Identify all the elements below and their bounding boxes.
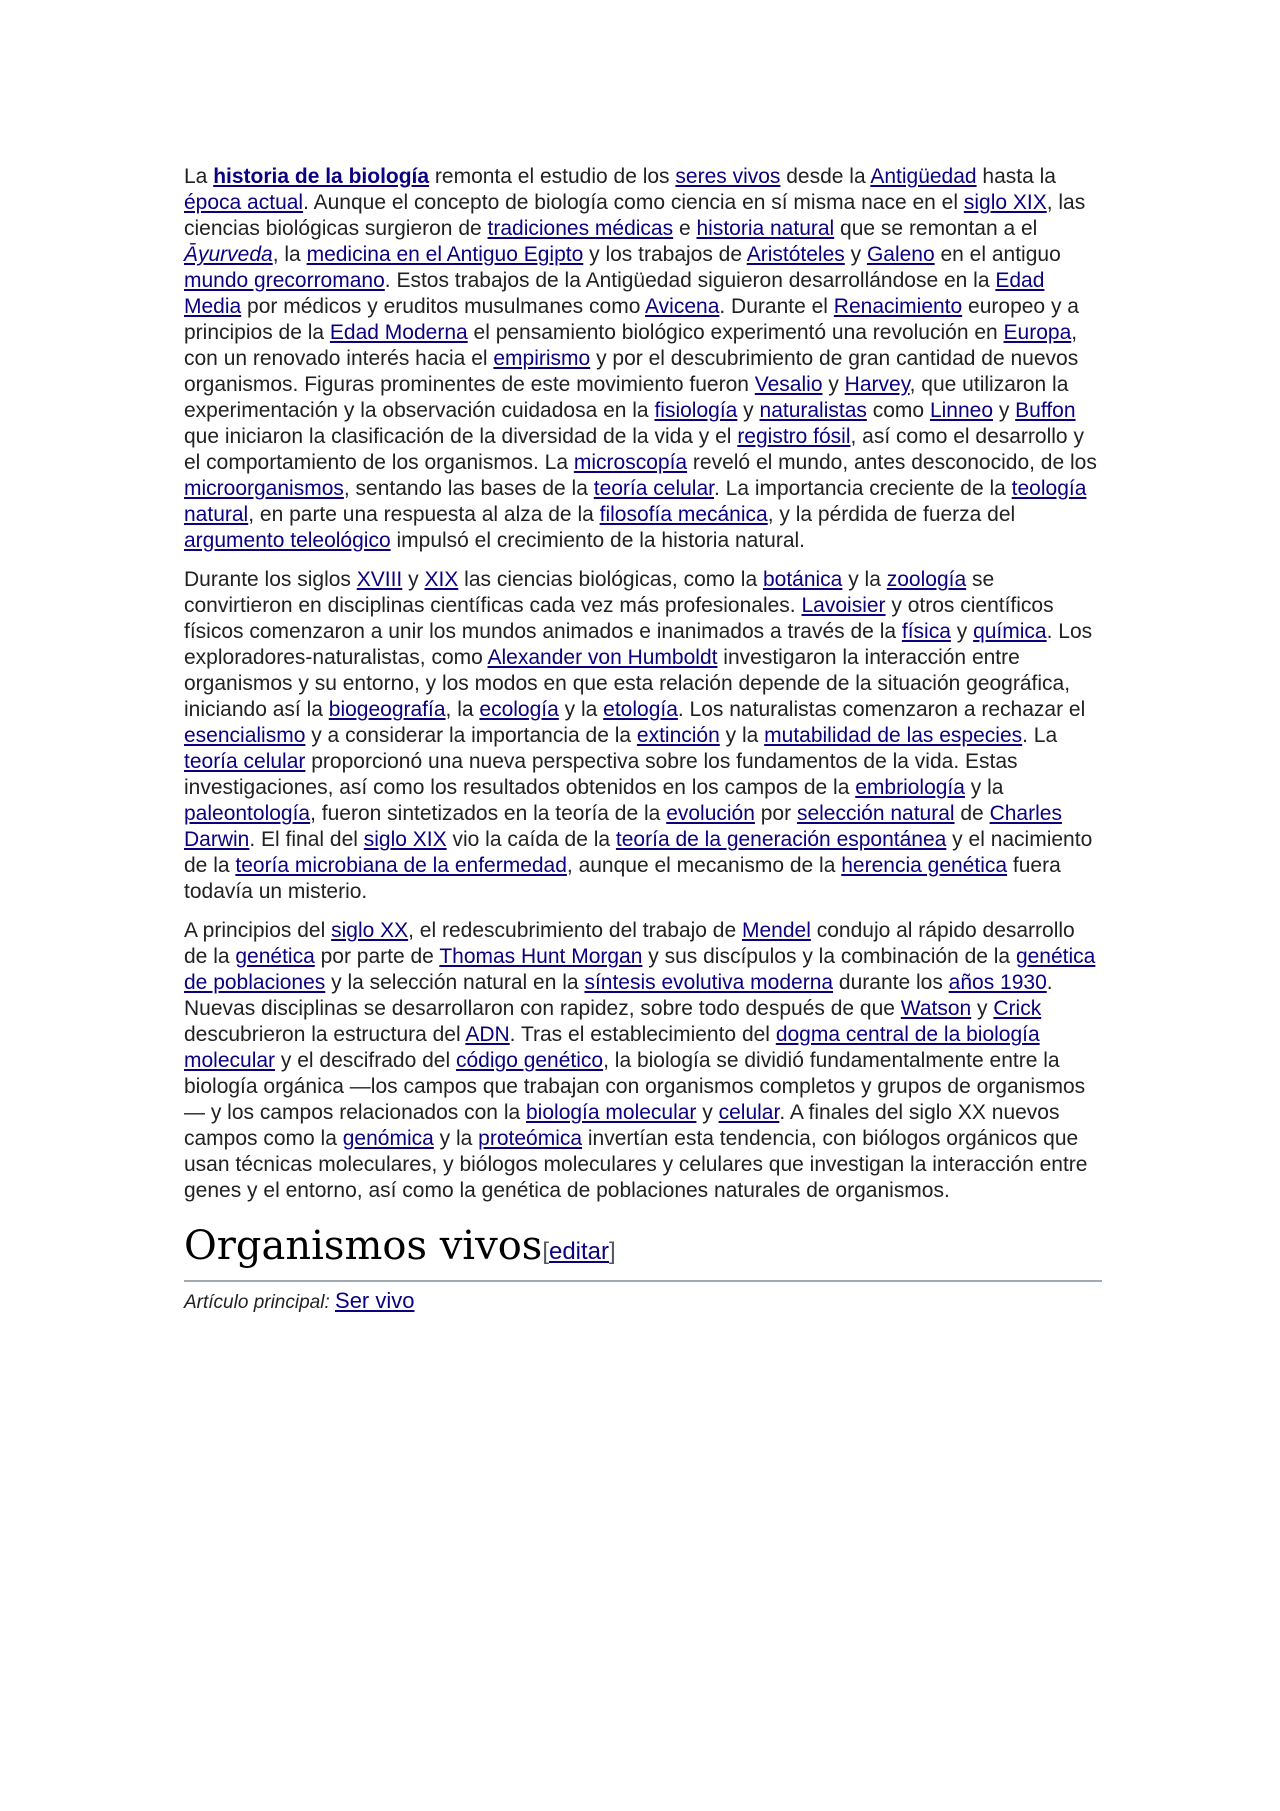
text-run: en el antiguo xyxy=(934,243,1061,266)
text-run: por parte de xyxy=(314,945,440,968)
text-run: . La xyxy=(1022,724,1058,747)
wiki-link[interactable]: Lavoisier xyxy=(801,594,886,617)
text-run: y xyxy=(822,373,845,396)
text-run: , la biología se dividió fundamentalmente entre la biología orgánica —los campos que trabajan con organismos completos y grupos de organismos— y los campos relacionados con la xyxy=(184,1049,1086,1124)
wiki-link[interactable]: teoría celular xyxy=(184,750,306,773)
wiki-link[interactable]: teoría microbiana de la enfermedad xyxy=(235,854,567,877)
wiki-link[interactable]: genética xyxy=(235,945,315,968)
wiki-link[interactable]: código genético xyxy=(455,1049,604,1072)
wiki-link[interactable]: microscopía xyxy=(573,451,688,474)
wiki-link[interactable]: Harvey xyxy=(844,373,910,396)
text-run: y la xyxy=(558,698,604,721)
text-run: . A finales del siglo XX nuevos campos como la xyxy=(184,1101,1060,1150)
wiki-link[interactable]: naturalistas xyxy=(759,399,867,422)
text-run: y el nacimiento de la xyxy=(184,828,1093,877)
text-run: y los trabajos de xyxy=(583,243,747,266)
text-run: que iniciaron la clasificación de la diversidad de la vida y el xyxy=(184,425,738,448)
text-run: y xyxy=(844,243,867,266)
text-run: como xyxy=(866,399,930,422)
text-run: se convirtieron en disciplinas científicas cada vez más profesionales. xyxy=(184,568,995,617)
text-run: , las ciencias biológicas surgieron de xyxy=(184,191,1086,240)
text-run: y la xyxy=(842,568,887,591)
wiki-link[interactable]: microorganismos xyxy=(184,477,344,500)
wiki-link[interactable]: empirismo xyxy=(493,347,591,370)
text-run: durante los xyxy=(833,971,949,994)
wiki-link[interactable]: proteómica xyxy=(478,1127,583,1150)
wiki-link[interactable]: genómica xyxy=(342,1127,434,1150)
wiki-link[interactable]: botánica xyxy=(762,568,843,591)
wiki-link[interactable]: siglo XX xyxy=(331,919,409,942)
wiki-link[interactable]: ecología xyxy=(479,698,559,721)
wiki-link[interactable]: extinción xyxy=(636,724,720,747)
wiki-link[interactable]: herencia genética xyxy=(841,854,1008,877)
text-run: y sus discípulos y la combinación de la xyxy=(642,945,1016,968)
text-run: . La importancia creciente de la xyxy=(713,477,1012,500)
wiki-link[interactable]: seres vivos xyxy=(675,165,781,188)
text-run: e xyxy=(673,217,697,240)
text-run: y por el descubrimiento de gran cantidad de nuevos organismos. Figuras prominentes de este movimiento fueron xyxy=(184,347,1079,396)
wiki-link[interactable]: filosofía mecánica xyxy=(599,503,768,526)
wiki-link[interactable]: Linneo xyxy=(929,399,993,422)
wiki-link[interactable]: Avicena xyxy=(645,295,720,318)
wiki-link[interactable]: Edad Media xyxy=(184,269,1045,318)
wiki-link[interactable]: Crick xyxy=(993,997,1042,1020)
text-run: por xyxy=(754,802,797,825)
wiki-link[interactable]: embriología xyxy=(855,776,965,799)
text-run: y otros científicos físicos comenzaron a unir los mundos animados e inanimados a través de la xyxy=(184,594,1054,643)
text-run: proporcionó una nueva perspectiva sobre los fundamentos de la vida. Estas investigaciones, así como los resultados obtenidos en los campos de la xyxy=(184,750,1018,799)
text-run: A principios del xyxy=(184,919,332,942)
wiki-link[interactable]: mundo grecorromano xyxy=(184,269,385,292)
wiki-link[interactable]: Buffon xyxy=(1015,399,1076,422)
text-run: reveló el mundo, antes desconocido, de los xyxy=(687,451,1097,474)
text-run: descubrieron la estructura del xyxy=(184,1023,466,1046)
wiki-link[interactable]: argumento teleológico xyxy=(184,529,391,552)
text-run: y la xyxy=(719,724,765,747)
wiki-link[interactable]: medicina en el Antiguo Egipto xyxy=(306,243,584,266)
wiki-link[interactable]: síntesis evolutiva moderna xyxy=(584,971,834,994)
section-heading xyxy=(184,1220,1102,1282)
text-run: y xyxy=(402,568,425,591)
text-run: investigaron la interacción entre organismos y su entorno, y los modos en que esta relación depende de la situación geográfica, iniciando así la xyxy=(184,646,1071,721)
wiki-link[interactable]: mutabilidad de las especies xyxy=(764,724,1023,747)
text-run: , la xyxy=(445,698,480,721)
wiki-link[interactable]: registro fósil xyxy=(737,425,851,448)
text-run: , el redescubrimiento del trabajo de xyxy=(408,919,742,942)
text-run: , la xyxy=(272,243,307,266)
wiki-link[interactable]: zoología xyxy=(886,568,967,591)
text-run: invertían esta tendencia, con biólogos orgánicos que usan técnicas moleculares, y biólogos moleculares y celulares que investigan la interacción entre genes y el entorno, así como la genética de poblaciones naturales de organismos. xyxy=(184,1127,1088,1202)
wiki-link[interactable]: evolución xyxy=(666,802,755,825)
article-body xyxy=(184,164,1102,1316)
wiki-link[interactable]: historia de la biología xyxy=(213,165,430,188)
wiki-link[interactable]: Renacimiento xyxy=(833,295,963,318)
wiki-link[interactable]: esencialismo xyxy=(184,724,306,747)
text-run: . Los naturalistas comenzaron a rechazar el xyxy=(677,698,1086,721)
text-run: . Durante el xyxy=(719,295,834,318)
text-run: hasta la xyxy=(976,165,1056,188)
wiki-link[interactable]: química xyxy=(973,620,1047,643)
text-run: por médicos y eruditos musulmanes como xyxy=(241,295,646,318)
text-run: , así como el desarrollo y el comportamiento de los organismos. La xyxy=(184,425,1084,474)
wiki-link[interactable]: Vesalio xyxy=(754,373,823,396)
hatnote-prefix: Artículo principal: xyxy=(184,1292,336,1313)
wiki-link[interactable]: Watson xyxy=(900,997,972,1020)
text-run: y la selección natural en la xyxy=(325,971,585,994)
wiki-link[interactable]: celular xyxy=(718,1101,780,1124)
text-run: . Aunque el concepto de biología como ciencia en sí misma nace en el xyxy=(303,191,964,214)
wiki-link[interactable]: teología natural xyxy=(184,477,1087,526)
wiki-link[interactable]: XVIII xyxy=(356,568,403,591)
text-run: Durante los siglos xyxy=(184,568,357,591)
text-run: y la xyxy=(964,776,1004,799)
text-run: y la xyxy=(433,1127,479,1150)
text-run: que se remontan a el xyxy=(834,217,1038,240)
wiki-link[interactable]: siglo XIX xyxy=(363,828,447,851)
text-run: vio la caída de la xyxy=(446,828,616,851)
text-run: , que utilizaron la experimentación y la observación cuidadosa en la xyxy=(184,373,1069,422)
wiki-link[interactable]: teoría de la generación espontánea xyxy=(615,828,947,851)
main-article-note xyxy=(184,1288,1102,1316)
wiki-link[interactable]: dogma central de la biología molecular xyxy=(184,1023,1040,1072)
paragraph-20th-century xyxy=(184,918,1102,1204)
wiki-link[interactable]: Edad Moderna xyxy=(329,321,468,344)
wiki-link[interactable]: física xyxy=(901,620,951,643)
wiki-link[interactable]: historia natural xyxy=(696,217,835,240)
text-run: , con un renovado interés hacia el xyxy=(184,321,1078,370)
text-run: , aunque el mecanismo de la xyxy=(566,854,842,877)
edit-section: [editar] xyxy=(542,1238,616,1265)
text-run: de xyxy=(954,802,990,825)
wiki-link[interactable]: teoría celular xyxy=(593,477,714,500)
wiki-link[interactable]: Antigüedad xyxy=(870,165,977,188)
wiki-link[interactable]: ADN xyxy=(465,1023,510,1046)
wiki-link[interactable]: Thomas Hunt Morgan xyxy=(439,945,643,968)
wiki-link[interactable]: tradiciones médicas xyxy=(487,217,674,240)
wiki-link[interactable]: Europa xyxy=(1003,321,1072,344)
text-run: La xyxy=(184,165,214,188)
text-run: y xyxy=(950,620,974,643)
edit-section-link[interactable]: editar xyxy=(548,1238,610,1265)
wiki-link[interactable]: etología xyxy=(603,698,678,721)
wiki-link[interactable]: años 1930 xyxy=(948,971,1047,994)
text-run: , fueron sintetizados en la teoría de la xyxy=(310,802,667,825)
wiki-link[interactable]: Aristóteles xyxy=(746,243,845,266)
paragraph-history-intro xyxy=(184,164,1102,554)
wiki-link[interactable]: época actual xyxy=(184,191,304,214)
wiki-link[interactable]: Alexander von Humboldt xyxy=(487,646,718,669)
text-run: impulsó el crecimiento de la historia natural. xyxy=(390,529,806,552)
wiki-link[interactable]: genética de poblaciones xyxy=(184,945,1096,994)
text-run: , sentando las bases de la xyxy=(343,477,594,500)
text-run: , en parte una respuesta al alza de la xyxy=(248,503,600,526)
wiki-link[interactable]: XIX xyxy=(424,568,459,591)
text-run: condujo al rápido desarrollo de la xyxy=(184,919,1075,968)
text-run: y xyxy=(737,399,760,422)
text-run: remonta el estudio de los xyxy=(429,165,676,188)
text-run: las ciencias biológicas, como la xyxy=(458,568,763,591)
text-run: . Estos trabajos de la Antigüedad siguieron desarrollándose en la xyxy=(384,269,996,292)
text-run: . El final del xyxy=(249,828,364,851)
text-run: desde la xyxy=(780,165,871,188)
text-run: y xyxy=(696,1101,719,1124)
text-run: . Tras el establecimiento del xyxy=(509,1023,776,1046)
wiki-link[interactable]: biología molecular xyxy=(526,1101,697,1124)
wiki-link[interactable]: Galeno xyxy=(866,243,935,266)
section-title: Organismos vivos xyxy=(184,1223,543,1269)
text-run: europeo y a principios de la xyxy=(184,295,1079,344)
wiki-link[interactable]: Charles Darwin xyxy=(184,802,1062,851)
text-run: fuera todavía un misterio. xyxy=(184,854,1061,903)
wiki-link[interactable]: paleontología xyxy=(184,802,311,825)
text-run: y xyxy=(971,997,994,1020)
wiki-link[interactable]: selección natural xyxy=(796,802,955,825)
wiki-link[interactable]: Āyurveda xyxy=(184,243,273,266)
wiki-link[interactable]: fisiología xyxy=(654,399,738,422)
text-run: . Nuevas disciplinas se desarrollaron con rapidez, sobre todo después de que xyxy=(184,971,1053,1020)
text-run: y a considerar la importancia de la xyxy=(305,724,637,747)
wiki-link[interactable]: Mendel xyxy=(742,919,811,942)
main-article-link[interactable]: Ser vivo xyxy=(335,1288,415,1313)
text-run: , y la pérdida de fuerza del xyxy=(767,503,1016,526)
paragraph-18th-19th-centuries xyxy=(184,567,1102,905)
wiki-link[interactable]: biogeografía xyxy=(328,698,446,721)
text-run: y el descifrado del xyxy=(275,1049,456,1072)
text-run: el pensamiento biológico experimentó una revolución en xyxy=(467,321,1004,344)
text-run: y xyxy=(993,399,1016,422)
wiki-link[interactable]: siglo XIX xyxy=(963,191,1047,214)
text-run: . Los exploradores-naturalistas, como xyxy=(184,620,1093,669)
